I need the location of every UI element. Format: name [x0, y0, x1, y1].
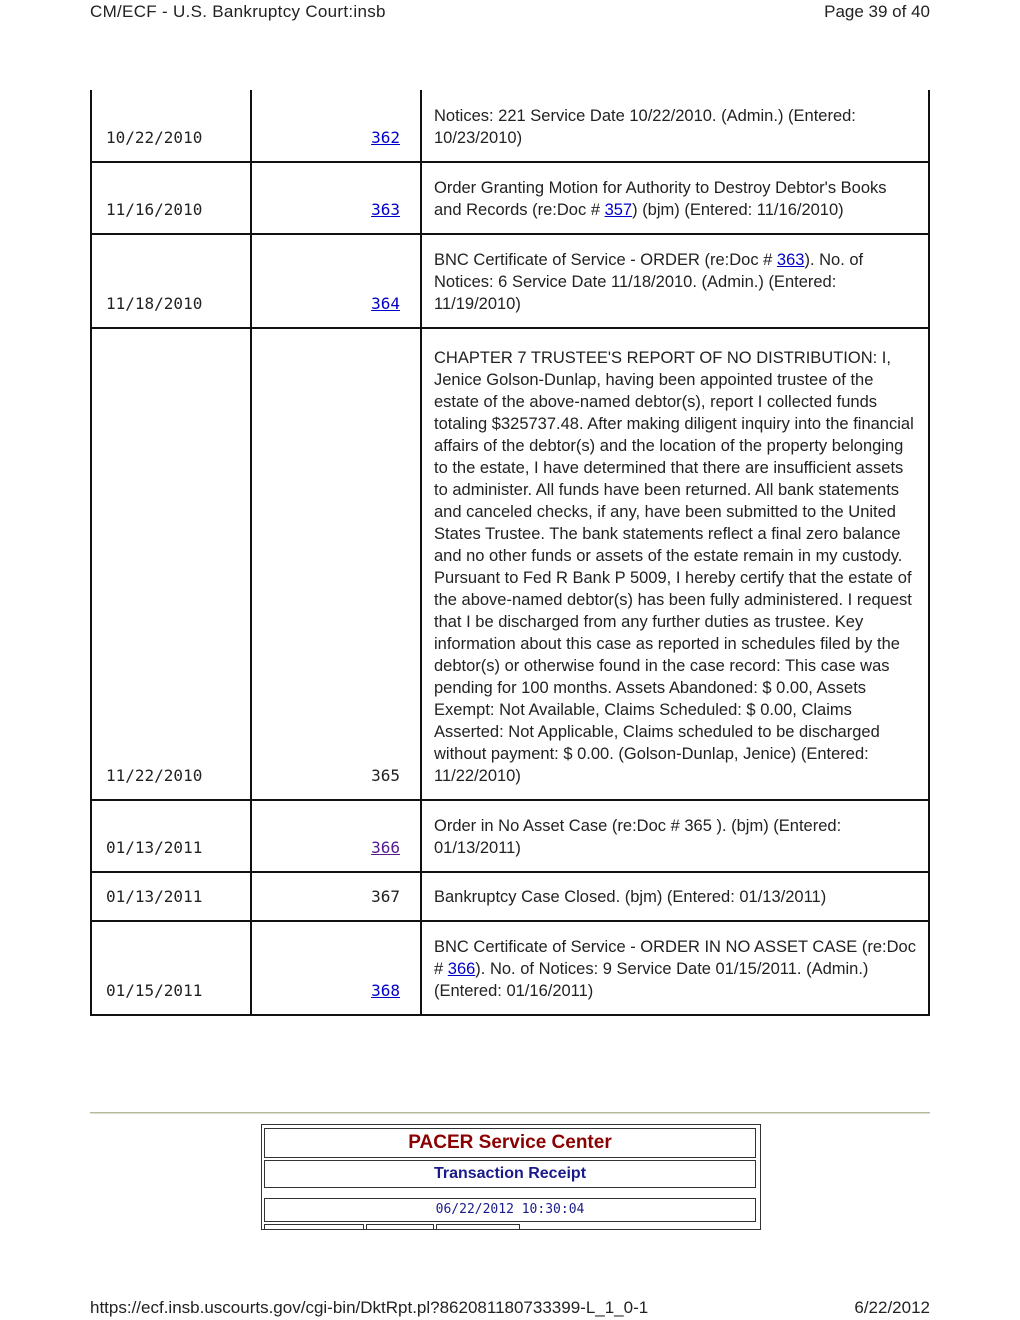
description-text: ). No. of Notices: 6 Service Date 11/18/2010. (Admin.) (Entered: 11/19/2010): [434, 251, 864, 313]
description-text: BNC Certificate of Service - ORDER IN NO ASSET CASE (re:Doc #: [434, 938, 916, 978]
page-header-title: CM/ECF - U.S. Bankruptcy Court:insb: [90, 2, 386, 21]
page-number: Page 39 of 40: [824, 2, 930, 21]
entry-number-cell: [251, 234, 421, 328]
receipt-subtitle: Transaction Receipt: [264, 1160, 756, 1188]
description-text: Order Granting Motion for Authority to Destroy Debtor's Books and Records (re:Doc #: [434, 179, 887, 219]
entry-number-cell: [251, 90, 421, 162]
description-text: Bankruptcy Case Closed. (bjm) (Entered: 01/13/2011): [434, 888, 827, 906]
receipt-table-cell: [264, 1224, 364, 1230]
entry-number-cell: [251, 800, 421, 872]
entry-number: 365: [251, 328, 421, 800]
document-number-link[interactable]: 368: [371, 981, 400, 1000]
entry-date: 01/15/2011: [91, 921, 251, 1015]
entry-date: 11/22/2010: [91, 328, 251, 800]
entry-description: [421, 800, 929, 872]
referenced-doc-link[interactable]: 366: [447, 960, 476, 978]
entry-description: [421, 921, 929, 1015]
entry-description: [421, 90, 929, 162]
entry-description: [421, 328, 929, 800]
entry-date: 01/13/2011: [91, 800, 251, 872]
entry-description: [421, 162, 929, 234]
description-text: BNC Certificate of Service - ORDER (re:Doc #: [434, 251, 777, 269]
docket-row: [91, 800, 929, 872]
document-number-link[interactable]: 364: [371, 294, 400, 313]
referenced-doc-link[interactable]: 363: [776, 251, 805, 269]
entry-description: [421, 234, 929, 328]
page-url: https://ecf.insb.uscourts.gov/cgi-bin/DktRpt.pl?862081180733399-L_1_0-1: [90, 1298, 649, 1317]
referenced-doc-link[interactable]: 357: [604, 201, 633, 219]
horizontal-rule: [90, 1112, 930, 1114]
docket-row: [91, 234, 929, 328]
entry-number-cell: [251, 162, 421, 234]
receipt-table-cell: [436, 1224, 520, 1230]
docket-row: [91, 921, 929, 1015]
pacer-title: PACER Service Center: [264, 1128, 756, 1158]
entry-number: 367: [251, 872, 421, 921]
description-text: CHAPTER 7 TRUSTEE'S REPORT OF NO DISTRIBUTION: I, Jenice Golson-Dunlap, having been appointed trustee of the estate of the above-named debtor(s), report I collected funds totaling $325737.48. After making diligent inquiry into the financial affairs of the debtor(s) and the location of the property belonging to the estate, I have determined that there are insufficient assets to administer. All funds have been returned. All bank statements and canceled checks, if any, have been submitted to the United States Trustee. The bank statements reflect a final zero balance and no other funds or assets of the estate remain in my custody. Pursuant to Fed R Bank P 5009, I hereby certify that the estate of the above-named debtor(s) has been fully administered. I request that I be discharged from any further duties as trustee. Key information about this case as reported in schedules filed by the debtor(s) or otherwise found in the case record: This case was pending for 100 months. Assets Abandoned: $ 0.00, Assets Exempt: Not Available, Claims Scheduled: $ 0.00, Claims Asserted: Not Applicable, Claims scheduled to be discharged without payment: $ 0.00. (Golson-Dunlap, Jenice) (Entered: 11/22/2010): [434, 349, 914, 785]
docket-row: [91, 90, 929, 162]
receipt-table-cell: [366, 1224, 434, 1230]
entry-description: [421, 872, 929, 921]
document-number-link[interactable]: 363: [371, 200, 400, 219]
document-number-link[interactable]: 362: [371, 128, 400, 147]
entry-date: 10/22/2010: [91, 90, 251, 162]
pacer-receipt: [261, 1124, 761, 1230]
description-text: Notices: 221 Service Date 10/22/2010. (Admin.) (Entered: 10/23/2010): [434, 107, 856, 147]
description-text: Order in No Asset Case (re:Doc # 365 ). (bjm) (Entered: 01/13/2011): [434, 817, 842, 857]
docket-row: [91, 162, 929, 234]
entry-date: 11/16/2010: [91, 162, 251, 234]
print-date: 6/22/2012: [854, 1298, 930, 1317]
description-text: ). No. of Notices: 9 Service Date 01/15/2011. (Admin.) (Entered: 01/16/2011): [434, 960, 869, 1000]
docket-row: [91, 872, 929, 921]
description-text: ) (bjm) (Entered: 11/16/2010): [632, 201, 844, 219]
entry-date: 11/18/2010: [91, 234, 251, 328]
entry-number-cell: [251, 921, 421, 1015]
docket-table: [90, 90, 930, 1016]
entry-date: 01/13/2011: [91, 872, 251, 921]
docket-row: [91, 328, 929, 800]
receipt-timestamp: 06/22/2012 10:30:04: [264, 1198, 756, 1222]
document-number-link[interactable]: 366: [371, 838, 400, 857]
